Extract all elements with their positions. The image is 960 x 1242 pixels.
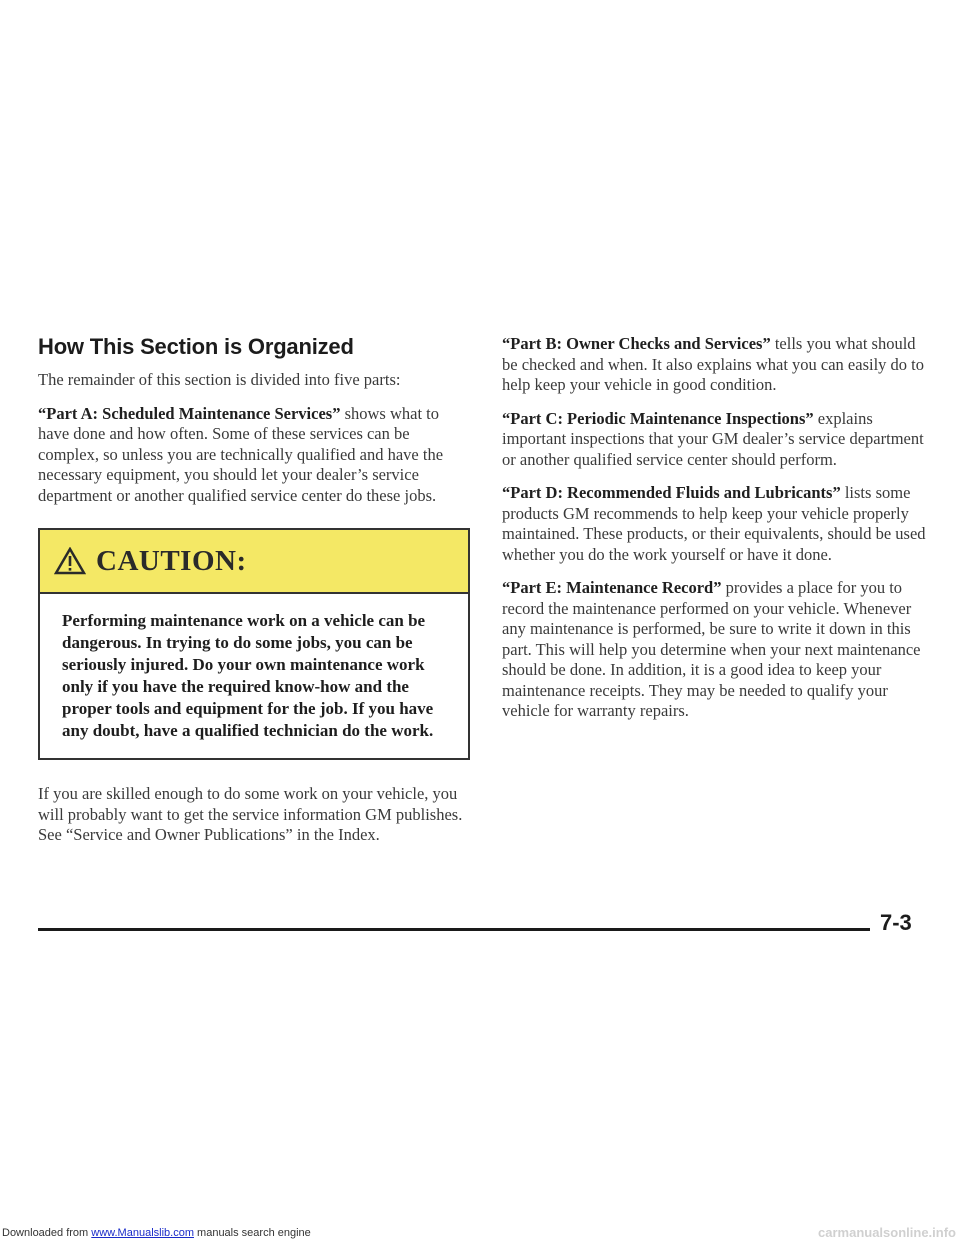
part-d-paragraph <box>502 483 932 565</box>
part-d-heading: “Part D: Recommended Fluids and Lubricants” <box>502 483 841 502</box>
part-e-heading: “Part E: Maintenance Record” <box>502 578 722 597</box>
download-footer <box>2 1227 311 1239</box>
part-c-text: explains important inspections that your GM dealer’s service department or another qualified service center should perform. <box>502 408 924 469</box>
bottom-margin <box>0 1072 960 1242</box>
manual-page <box>0 292 960 1072</box>
caution-box <box>38 528 470 760</box>
caution-body: Performing maintenance work on a vehicle can be dangerous. In trying to do some jobs, you can be seriously injured. Do your own maintenance work only if you have the required know-how and the proper tools and equipment for the job. If you have any doubt, have a qualified technician do the work. <box>62 611 434 740</box>
part-e-text: provides a place for you to record the maintenance performed on your vehicle. Whenever any maintenance is performed, be sure to write it down in this part. This will help you determine when your next maintenance should be done. In addition, it is a good idea to keep your maintenance receipts. They may be needed to qualify your vehicle for warranty repairs. <box>502 578 921 720</box>
part-b-paragraph <box>502 334 932 396</box>
skilled-note: If you are skilled enough to do some work on your vehicle, you will probably want to get the service information GM publishes. See “Service and Owner Publications” in the Index. <box>38 784 463 844</box>
part-e-paragraph <box>502 578 932 722</box>
page-number: 7-3 <box>880 910 912 935</box>
part-b-text: tells you what should be checked and when. It also explains what you can easily do to help keep your vehicle in good condition. <box>502 334 924 394</box>
part-b-heading: “Part B: Owner Checks and Services” <box>502 334 771 353</box>
footer-suffix: manuals search engine <box>193 1227 311 1239</box>
section-title: How This Section is Organized <box>38 334 354 359</box>
top-margin <box>0 0 960 292</box>
footer-rule <box>38 928 870 931</box>
intro-paragraph: The remainder of this section is divided into five parts: <box>38 370 401 389</box>
part-a-text: shows what to have done and how often. Some of these services can be complex, so unless you are technically qualified and have the necessary equipment, you should let your dealer’s service department or another qualified service center do these jobs. <box>38 403 444 505</box>
part-a-paragraph <box>38 404 468 507</box>
warning-triangle-icon <box>54 547 86 575</box>
part-d-text: lists some products GM recommends to help keep your vehicle properly maintained. These products, or their equivalents, should be used whether you do the work yourself or have it done. <box>502 483 926 564</box>
right-column <box>502 334 932 735</box>
caution-title: CAUTION: <box>96 544 247 577</box>
left-column <box>38 334 468 859</box>
part-c-heading: “Part C: Periodic Maintenance Inspections” <box>502 408 814 428</box>
part-c-paragraph <box>502 409 932 471</box>
caution-header <box>40 530 468 594</box>
footer-prefix: Downloaded from <box>2 1227 92 1239</box>
part-a-heading: “Part A: Scheduled Maintenance Services” <box>38 403 341 423</box>
watermark-text: carmanualsonline.info <box>818 1225 956 1240</box>
manualslib-link[interactable]: www.Manualslib.com <box>91 1227 194 1239</box>
